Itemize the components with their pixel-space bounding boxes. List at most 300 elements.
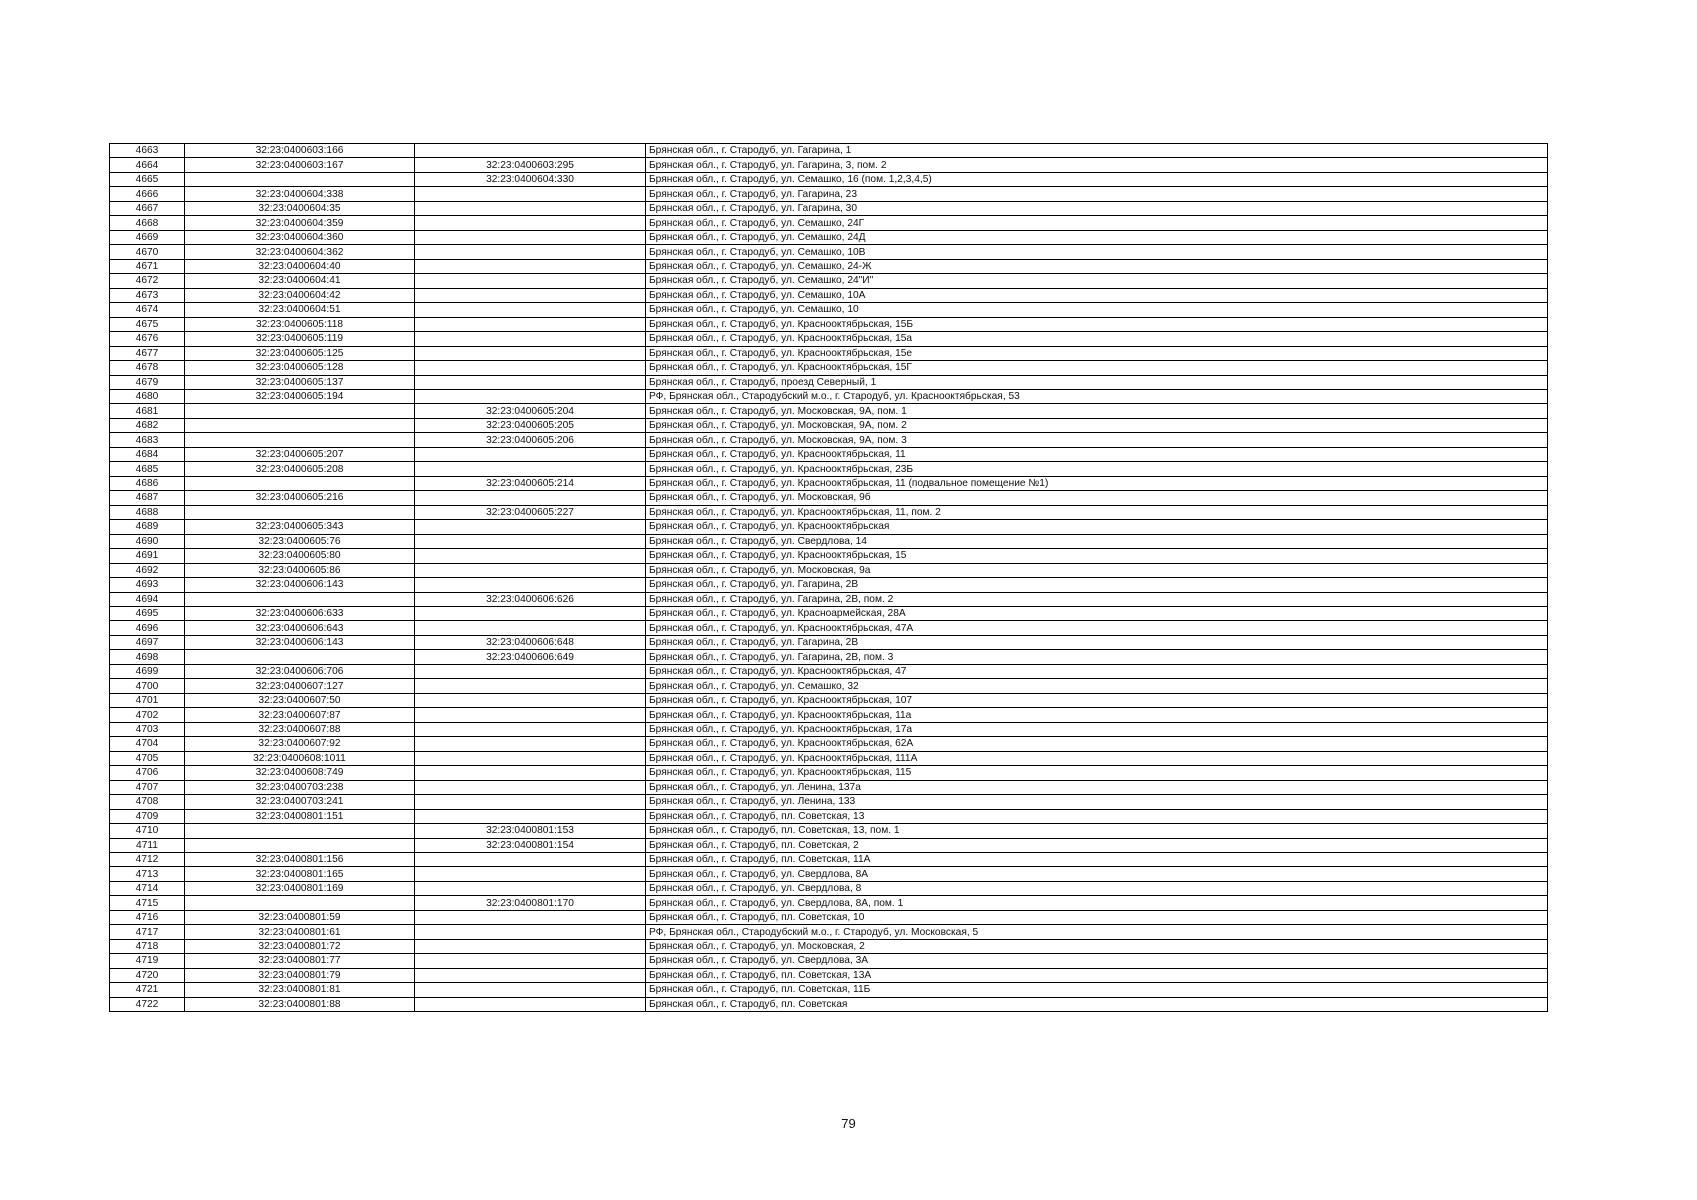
cadastral-number-cell: 32:23:0400605:128 <box>185 361 415 375</box>
row-number-cell: 4704 <box>110 737 185 751</box>
row-number-cell: 4683 <box>110 433 185 447</box>
row-number-cell: 4668 <box>110 216 185 230</box>
row-number-cell: 4689 <box>110 520 185 534</box>
row-number-cell: 4691 <box>110 549 185 563</box>
table-row <box>110 187 1548 201</box>
premises-cadastral-cell <box>415 187 646 201</box>
row-number-cell: 4687 <box>110 491 185 505</box>
address-cell: Брянская обл., г. Стародуб, ул. Свердлова, 8А <box>646 867 1548 881</box>
premises-cadastral-cell <box>415 722 646 736</box>
premises-cadastral-cell <box>415 910 646 924</box>
row-number-cell: 4722 <box>110 997 185 1011</box>
address-cell: Брянская обл., г. Стародуб, ул. Гагарина, 1 <box>646 144 1548 158</box>
row-number-cell: 4676 <box>110 332 185 346</box>
address-cell: Брянская обл., г. Стародуб, ул. Краснооктябрьская, 15Б <box>646 317 1548 331</box>
table-body <box>110 144 1548 1012</box>
premises-cadastral-cell <box>415 925 646 939</box>
cadastral-number-cell <box>185 838 415 852</box>
table-row <box>110 838 1548 852</box>
premises-cadastral-cell <box>415 288 646 302</box>
premises-cadastral-cell <box>415 245 646 259</box>
address-cell: Брянская обл., г. Стародуб, ул. Свердлова, 8А, пом. 1 <box>646 896 1548 910</box>
table-row <box>110 476 1548 490</box>
cadastral-number-cell: 32:23:0400801:79 <box>185 968 415 982</box>
table-row <box>110 505 1548 519</box>
table-row <box>110 288 1548 302</box>
address-cell: Брянская обл., г. Стародуб, пл. Советская, 13 <box>646 809 1548 823</box>
table-row <box>110 824 1548 838</box>
address-cell: Брянская обл., г. Стародуб, ул. Московская, 2 <box>646 939 1548 953</box>
cadastral-number-cell: 32:23:0400605:119 <box>185 332 415 346</box>
table-row <box>110 361 1548 375</box>
row-number-cell: 4711 <box>110 838 185 852</box>
row-number-cell: 4715 <box>110 896 185 910</box>
table-row <box>110 621 1548 635</box>
premises-cadastral-cell <box>415 766 646 780</box>
cadastral-number-cell: 32:23:0400605:216 <box>185 491 415 505</box>
row-number-cell: 4666 <box>110 187 185 201</box>
address-cell: Брянская обл., г. Стародуб, пл. Советская, 13, пом. 1 <box>646 824 1548 838</box>
row-number-cell: 4716 <box>110 910 185 924</box>
table-row <box>110 910 1548 924</box>
cadastral-number-cell: 32:23:0400606:143 <box>185 635 415 649</box>
table-row <box>110 462 1548 476</box>
premises-cadastral-cell <box>415 346 646 360</box>
row-number-cell: 4692 <box>110 563 185 577</box>
premises-cadastral-cell <box>415 491 646 505</box>
premises-cadastral-cell <box>415 939 646 953</box>
row-number-cell: 4695 <box>110 607 185 621</box>
cadastral-number-cell <box>185 476 415 490</box>
cadastral-number-cell: 32:23:0400605:125 <box>185 346 415 360</box>
table-row <box>110 867 1548 881</box>
table-row <box>110 693 1548 707</box>
cadastral-number-cell: 32:23:0400605:194 <box>185 389 415 403</box>
row-number-cell: 4717 <box>110 925 185 939</box>
address-cell: Брянская обл., г. Стародуб, пл. Советская, 2 <box>646 838 1548 852</box>
cadastral-number-cell: 32:23:0400801:169 <box>185 881 415 895</box>
cadastral-number-cell: 32:23:0400604:362 <box>185 245 415 259</box>
cadastral-number-cell: 32:23:0400606:143 <box>185 578 415 592</box>
address-cell: Брянская обл., г. Стародуб, ул. Семашко, 10 <box>646 303 1548 317</box>
premises-cadastral-cell <box>415 737 646 751</box>
row-number-cell: 4707 <box>110 780 185 794</box>
table-row <box>110 201 1548 215</box>
premises-cadastral-cell <box>415 216 646 230</box>
cadastral-number-cell <box>185 433 415 447</box>
premises-cadastral-cell: 32:23:0400605:227 <box>415 505 646 519</box>
premises-cadastral-cell <box>415 679 646 693</box>
premises-cadastral-cell <box>415 809 646 823</box>
table-row <box>110 303 1548 317</box>
address-cell: Брянская обл., г. Стародуб, пл. Советская, 10 <box>646 910 1548 924</box>
address-cell: Брянская обл., г. Стародуб, ул. Семашко, 16 (пом. 1,2,3,4,5) <box>646 172 1548 186</box>
cadastral-number-cell: 32:23:0400607:87 <box>185 708 415 722</box>
row-number-cell: 4677 <box>110 346 185 360</box>
address-cell: Брянская обл., г. Стародуб, ул. Московская, 9б <box>646 491 1548 505</box>
premises-cadastral-cell <box>415 259 646 273</box>
address-cell: Брянская обл., г. Стародуб, ул. Московская, 9А, пом. 1 <box>646 404 1548 418</box>
table-row <box>110 852 1548 866</box>
address-cell: Брянская обл., г. Стародуб, ул. Краснооктябрьская, 15а <box>646 332 1548 346</box>
cadastral-number-cell: 32:23:0400604:41 <box>185 274 415 288</box>
address-cell: Брянская обл., г. Стародуб, ул. Московская, 9А, пом. 3 <box>646 433 1548 447</box>
cadastral-number-cell: 32:23:0400605:208 <box>185 462 415 476</box>
premises-cadastral-cell <box>415 708 646 722</box>
row-number-cell: 4671 <box>110 259 185 273</box>
cadastral-number-cell: 32:23:0400604:51 <box>185 303 415 317</box>
cadastral-number-cell: 32:23:0400801:81 <box>185 983 415 997</box>
row-number-cell: 4678 <box>110 361 185 375</box>
table-row <box>110 433 1548 447</box>
cadastral-number-cell: 32:23:0400608:749 <box>185 766 415 780</box>
row-number-cell: 4680 <box>110 389 185 403</box>
cadastral-number-cell: 32:23:0400605:343 <box>185 520 415 534</box>
address-cell: Брянская обл., г. Стародуб, ул. Гагарина, 2В <box>646 578 1548 592</box>
table-row <box>110 520 1548 534</box>
address-cell: Брянская обл., г. Стародуб, ул. Семашко, 10В <box>646 245 1548 259</box>
address-cell: Брянская обл., г. Стародуб, ул. Краснооктябрьская, 107 <box>646 693 1548 707</box>
row-number-cell: 4706 <box>110 766 185 780</box>
address-cell: Брянская обл., г. Стародуб, ул. Гагарина, 2В, пом. 3 <box>646 650 1548 664</box>
row-number-cell: 4714 <box>110 881 185 895</box>
address-cell: Брянская обл., г. Стародуб, ул. Краснооктябрьская, 15 <box>646 549 1548 563</box>
table-row <box>110 766 1548 780</box>
row-number-cell: 4669 <box>110 230 185 244</box>
row-number-cell: 4700 <box>110 679 185 693</box>
premises-cadastral-cell <box>415 375 646 389</box>
premises-cadastral-cell <box>415 795 646 809</box>
premises-cadastral-cell: 32:23:0400603:295 <box>415 158 646 172</box>
table-row <box>110 737 1548 751</box>
table-row <box>110 939 1548 953</box>
premises-cadastral-cell <box>415 983 646 997</box>
row-number-cell: 4673 <box>110 288 185 302</box>
address-cell: Брянская обл., г. Стародуб, пл. Советская <box>646 997 1548 1011</box>
cadastral-number-cell: 32:23:0400606:633 <box>185 607 415 621</box>
row-number-cell: 4688 <box>110 505 185 519</box>
address-cell: Брянская обл., г. Стародуб, ул. Московская, 9а <box>646 563 1548 577</box>
cadastral-number-cell: 32:23:0400605:80 <box>185 549 415 563</box>
row-number-cell: 4713 <box>110 867 185 881</box>
cadastral-number-cell: 32:23:0400603:166 <box>185 144 415 158</box>
row-number-cell: 4690 <box>110 534 185 548</box>
table-row <box>110 274 1548 288</box>
premises-cadastral-cell: 32:23:0400801:170 <box>415 896 646 910</box>
cadastral-number-cell: 32:23:0400605:118 <box>185 317 415 331</box>
address-cell: Брянская обл., г. Стародуб, ул. Гагарина, 3, пом. 2 <box>646 158 1548 172</box>
premises-cadastral-cell: 32:23:0400605:205 <box>415 418 646 432</box>
cadastral-number-cell: 32:23:0400604:359 <box>185 216 415 230</box>
premises-cadastral-cell <box>415 534 646 548</box>
address-cell: Брянская обл., г. Стародуб, ул. Семашко, 10А <box>646 288 1548 302</box>
row-number-cell: 4682 <box>110 418 185 432</box>
row-number-cell: 4709 <box>110 809 185 823</box>
row-number-cell: 4703 <box>110 722 185 736</box>
address-cell: Брянская обл., г. Стародуб, ул. Семашко, 24Д <box>646 230 1548 244</box>
premises-cadastral-cell <box>415 317 646 331</box>
row-number-cell: 4708 <box>110 795 185 809</box>
row-number-cell: 4710 <box>110 824 185 838</box>
cadastral-number-cell: 32:23:0400606:706 <box>185 664 415 678</box>
address-cell: Брянская обл., г. Стародуб, ул. Семашко, 24Г <box>646 216 1548 230</box>
table-row <box>110 245 1548 259</box>
table-row <box>110 549 1548 563</box>
premises-cadastral-cell <box>415 332 646 346</box>
cadastral-number-cell: 32:23:0400608:1011 <box>185 751 415 765</box>
page-number: 79 <box>841 1116 856 1131</box>
premises-cadastral-cell: 32:23:0400605:204 <box>415 404 646 418</box>
cadastral-number-cell <box>185 592 415 606</box>
table-row <box>110 664 1548 678</box>
premises-cadastral-cell <box>415 447 646 461</box>
table-row <box>110 563 1548 577</box>
row-number-cell: 4720 <box>110 968 185 982</box>
table-row <box>110 983 1548 997</box>
cadastral-number-cell <box>185 505 415 519</box>
row-number-cell: 4694 <box>110 592 185 606</box>
row-number-cell: 4681 <box>110 404 185 418</box>
premises-cadastral-cell <box>415 578 646 592</box>
address-cell: Брянская обл., г. Стародуб, ул. Краснооктябрьская, 11, пом. 2 <box>646 505 1548 519</box>
table-row <box>110 346 1548 360</box>
row-number-cell: 4718 <box>110 939 185 953</box>
table-row <box>110 491 1548 505</box>
cadastral-number-cell: 32:23:0400801:88 <box>185 997 415 1011</box>
row-number-cell: 4702 <box>110 708 185 722</box>
table-row <box>110 375 1548 389</box>
cadastral-number-cell: 32:23:0400703:238 <box>185 780 415 794</box>
cadastral-number-cell: 32:23:0400604:360 <box>185 230 415 244</box>
row-number-cell: 4701 <box>110 693 185 707</box>
premises-cadastral-cell <box>415 954 646 968</box>
premises-cadastral-cell: 32:23:0400604:330 <box>415 172 646 186</box>
premises-cadastral-cell <box>415 751 646 765</box>
premises-cadastral-cell <box>415 693 646 707</box>
cadastral-number-cell: 32:23:0400605:76 <box>185 534 415 548</box>
cadastral-number-cell: 32:23:0400604:35 <box>185 201 415 215</box>
premises-cadastral-cell: 32:23:0400606:626 <box>415 592 646 606</box>
row-number-cell: 4686 <box>110 476 185 490</box>
address-cell: Брянская обл., г. Стародуб, ул. Ленина, 133 <box>646 795 1548 809</box>
address-cell: Брянская обл., г. Стародуб, пл. Советская, 13А <box>646 968 1548 982</box>
table-row <box>110 881 1548 895</box>
table-row <box>110 722 1548 736</box>
table-row <box>110 259 1548 273</box>
premises-cadastral-cell <box>415 462 646 476</box>
premises-cadastral-cell <box>415 563 646 577</box>
cadastral-number-cell <box>185 404 415 418</box>
row-number-cell: 4663 <box>110 144 185 158</box>
premises-cadastral-cell: 32:23:0400606:649 <box>415 650 646 664</box>
cadastral-number-cell: 32:23:0400801:59 <box>185 910 415 924</box>
row-number-cell: 4670 <box>110 245 185 259</box>
cadastral-number-cell: 32:23:0400801:77 <box>185 954 415 968</box>
address-cell: РФ, Брянская обл., Стародубский м.о., г. Стародуб, ул. Московская, 5 <box>646 925 1548 939</box>
premises-cadastral-cell <box>415 303 646 317</box>
table-row <box>110 708 1548 722</box>
address-cell: Брянская обл., г. Стародуб, ул. Семашко, 24-Ж <box>646 259 1548 273</box>
table-row <box>110 607 1548 621</box>
cadastral-number-cell: 32:23:0400801:165 <box>185 867 415 881</box>
address-cell: Брянская обл., г. Стародуб, ул. Краснооктябрьская, 15е <box>646 346 1548 360</box>
row-number-cell: 4665 <box>110 172 185 186</box>
table-row <box>110 144 1548 158</box>
cadastral-number-cell <box>185 896 415 910</box>
cadastral-number-cell: 32:23:0400604:40 <box>185 259 415 273</box>
premises-cadastral-cell <box>415 780 646 794</box>
premises-cadastral-cell <box>415 664 646 678</box>
row-number-cell: 4696 <box>110 621 185 635</box>
table-row <box>110 404 1548 418</box>
row-number-cell: 4674 <box>110 303 185 317</box>
address-cell: Брянская обл., г. Стародуб, ул. Свердлова, 14 <box>646 534 1548 548</box>
premises-cadastral-cell <box>415 549 646 563</box>
address-cell: Брянская обл., г. Стародуб, ул. Свердлова, 8 <box>646 881 1548 895</box>
address-cell: Брянская обл., г. Стародуб, ул. Краснооктябрьская, 11 (подвальное помещение №1) <box>646 476 1548 490</box>
cadastral-number-cell: 32:23:0400605:86 <box>185 563 415 577</box>
table-row <box>110 635 1548 649</box>
cadastral-number-cell: 32:23:0400603:167 <box>185 158 415 172</box>
row-number-cell: 4679 <box>110 375 185 389</box>
premises-cadastral-cell <box>415 520 646 534</box>
cadastral-number-cell: 32:23:0400607:92 <box>185 737 415 751</box>
address-cell: Брянская обл., г. Стародуб, ул. Гагарина, 2В <box>646 635 1548 649</box>
premises-cadastral-cell: 32:23:0400605:206 <box>415 433 646 447</box>
address-cell: Брянская обл., г. Стародуб, ул. Краснооктябрьская, 111А <box>646 751 1548 765</box>
row-number-cell: 4712 <box>110 852 185 866</box>
table-row <box>110 389 1548 403</box>
table-row <box>110 158 1548 172</box>
row-number-cell: 4699 <box>110 664 185 678</box>
table-row <box>110 172 1548 186</box>
address-cell: Брянская обл., г. Стародуб, ул. Краснооктябрьская, 47 <box>646 664 1548 678</box>
address-cell: Брянская обл., г. Стародуб, ул. Свердлова, 3А <box>646 954 1548 968</box>
address-cell: Брянская обл., г. Стародуб, ул. Краснооктябрьская, 62А <box>646 737 1548 751</box>
address-cell: Брянская обл., г. Стародуб, ул. Краснооктябрьская, 17а <box>646 722 1548 736</box>
table-row <box>110 780 1548 794</box>
address-cell: Брянская обл., г. Стародуб, ул. Московская, 9А, пом. 2 <box>646 418 1548 432</box>
cadastral-number-cell: 32:23:0400605:207 <box>185 447 415 461</box>
premises-cadastral-cell <box>415 389 646 403</box>
address-cell: Брянская обл., г. Стародуб, ул. Гагарина, 2В, пом. 2 <box>646 592 1548 606</box>
table-row <box>110 650 1548 664</box>
table-row <box>110 230 1548 244</box>
cadastral-number-cell: 32:23:0400801:151 <box>185 809 415 823</box>
cadastral-number-cell: 32:23:0400607:127 <box>185 679 415 693</box>
table-row <box>110 578 1548 592</box>
table-row <box>110 997 1548 1011</box>
cadastral-number-cell <box>185 418 415 432</box>
table-row <box>110 317 1548 331</box>
premises-cadastral-cell <box>415 361 646 375</box>
address-cell: Брянская обл., г. Стародуб, ул. Семашко, 32 <box>646 679 1548 693</box>
address-cell: РФ, Брянская обл., Стародубский м.о., г. Стародуб, ул. Краснооктябрьская, 53 <box>646 389 1548 403</box>
premises-cadastral-cell <box>415 144 646 158</box>
cadastral-number-cell: 32:23:0400606:643 <box>185 621 415 635</box>
address-cell: Брянская обл., г. Стародуб, ул. Краснооктябрьская, 115 <box>646 766 1548 780</box>
address-cell: Брянская обл., г. Стародуб, пл. Советская, 11А <box>646 852 1548 866</box>
registry-table <box>109 143 1548 1012</box>
cadastral-number-cell: 32:23:0400607:88 <box>185 722 415 736</box>
row-number-cell: 4698 <box>110 650 185 664</box>
table-row <box>110 332 1548 346</box>
row-number-cell: 4721 <box>110 983 185 997</box>
table-row <box>110 534 1548 548</box>
address-cell: Брянская обл., г. Стародуб, ул. Краснооктябрьская, 23Б <box>646 462 1548 476</box>
address-cell: Брянская обл., г. Стародуб, ул. Краснооктябрьская, 15Г <box>646 361 1548 375</box>
cadastral-number-cell <box>185 650 415 664</box>
cadastral-number-cell: 32:23:0400801:61 <box>185 925 415 939</box>
premises-cadastral-cell <box>415 852 646 866</box>
row-number-cell: 4664 <box>110 158 185 172</box>
cadastral-number-cell <box>185 824 415 838</box>
premises-cadastral-cell <box>415 881 646 895</box>
row-number-cell: 4667 <box>110 201 185 215</box>
row-number-cell: 4705 <box>110 751 185 765</box>
cadastral-number-cell: 32:23:0400604:42 <box>185 288 415 302</box>
premises-cadastral-cell <box>415 997 646 1011</box>
address-cell: Брянская обл., г. Стародуб, ул. Ленина, 137а <box>646 780 1548 794</box>
table-row <box>110 751 1548 765</box>
premises-cadastral-cell <box>415 230 646 244</box>
row-number-cell: 4675 <box>110 317 185 331</box>
address-cell: Брянская обл., г. Стародуб, ул. Семашко, 24"И" <box>646 274 1548 288</box>
registry-table-container <box>109 143 1547 1012</box>
table-row <box>110 216 1548 230</box>
row-number-cell: 4697 <box>110 635 185 649</box>
row-number-cell: 4684 <box>110 447 185 461</box>
cadastral-number-cell: 32:23:0400607:50 <box>185 693 415 707</box>
cadastral-number-cell: 32:23:0400604:338 <box>185 187 415 201</box>
table-row <box>110 925 1548 939</box>
table-row <box>110 418 1548 432</box>
row-number-cell: 4685 <box>110 462 185 476</box>
cadastral-number-cell: 32:23:0400605:137 <box>185 375 415 389</box>
premises-cadastral-cell <box>415 867 646 881</box>
table-row <box>110 809 1548 823</box>
address-cell: Брянская обл., г. Стародуб, ул. Краснооктябрьская <box>646 520 1548 534</box>
row-number-cell: 4693 <box>110 578 185 592</box>
table-row <box>110 592 1548 606</box>
cadastral-number-cell: 32:23:0400801:72 <box>185 939 415 953</box>
premises-cadastral-cell: 32:23:0400606:648 <box>415 635 646 649</box>
premises-cadastral-cell <box>415 607 646 621</box>
address-cell: Брянская обл., г. Стародуб, ул. Краснооктябрьская, 11 <box>646 447 1548 461</box>
premises-cadastral-cell: 32:23:0400801:154 <box>415 838 646 852</box>
cadastral-number-cell <box>185 172 415 186</box>
row-number-cell: 4672 <box>110 274 185 288</box>
address-cell: Брянская обл., г. Стародуб, ул. Гагарина, 23 <box>646 187 1548 201</box>
cadastral-number-cell: 32:23:0400703:241 <box>185 795 415 809</box>
table-row <box>110 954 1548 968</box>
table-row <box>110 447 1548 461</box>
cadastral-number-cell: 32:23:0400801:156 <box>185 852 415 866</box>
address-cell: Брянская обл., г. Стародуб, ул. Краснооктябрьская, 47А <box>646 621 1548 635</box>
premises-cadastral-cell: 32:23:0400801:153 <box>415 824 646 838</box>
address-cell: Брянская обл., г. Стародуб, ул. Краснооктябрьская, 11а <box>646 708 1548 722</box>
table-row <box>110 968 1548 982</box>
address-cell: Брянская обл., г. Стародуб, ул. Гагарина, 30 <box>646 201 1548 215</box>
premises-cadastral-cell: 32:23:0400605:214 <box>415 476 646 490</box>
address-cell: Брянская обл., г. Стародуб, проезд Северный, 1 <box>646 375 1548 389</box>
row-number-cell: 4719 <box>110 954 185 968</box>
premises-cadastral-cell <box>415 201 646 215</box>
premises-cadastral-cell <box>415 621 646 635</box>
address-cell: Брянская обл., г. Стародуб, пл. Советская, 11Б <box>646 983 1548 997</box>
table-row <box>110 679 1548 693</box>
address-cell: Брянская обл., г. Стародуб, ул. Красноармейская, 28А <box>646 607 1548 621</box>
